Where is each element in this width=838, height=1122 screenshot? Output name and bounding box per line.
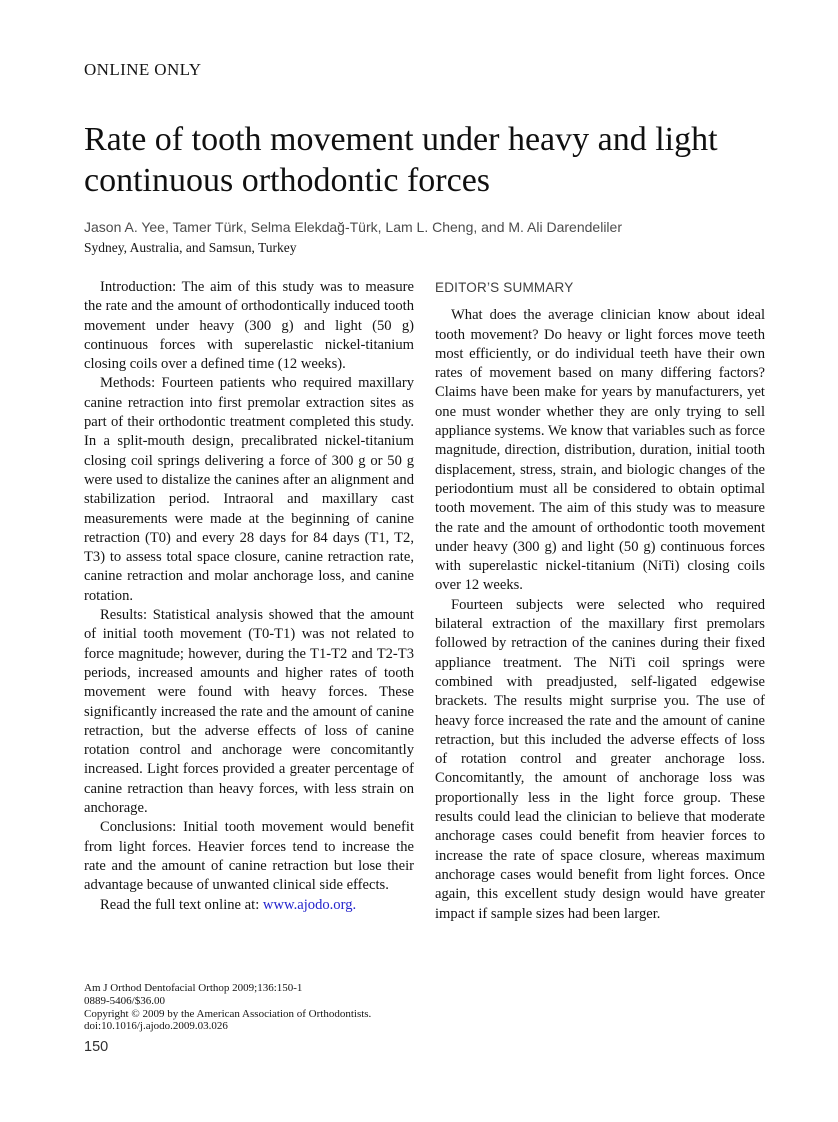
two-column-body — [84, 278, 765, 924]
issn-price-line: 0889-5406/$36.00 — [84, 994, 165, 1007]
abstract-paragraph-conclusions: Conclusions: Initial tooth movement would benefit from light forces. Heavier forces tend to increase the rate and the amount of canine retraction but lose their advantage because of unwanted clinical side effects. — [84, 819, 414, 894]
ajodo-link[interactable]: www.ajodo.org. — [262, 896, 357, 913]
read-online-prefix: Read the full text online at: — [100, 896, 263, 913]
editor-summary-heading: EDITOR’S SUMMARY — [435, 280, 574, 295]
abstract-paragraph-introduction: Introduction: The aim of this study was to measure the rate and the amount of orthodontically induced tooth movement under heavy (300 g) and light (50 g) continuous forces with superelastic nickel-titanium closing coils over a defined time (12 weeks). — [84, 279, 414, 373]
read-online-line — [84, 896, 414, 915]
page-number: 150 — [84, 1039, 109, 1055]
journal-citation-line: Am J Orthod Dentofacial Orthop 2009;136:150-1 — [84, 982, 303, 994]
journal-citation-block — [84, 982, 371, 1033]
copyright-line: Copyright © 2009 by the American Association of Orthodontists. — [84, 1007, 372, 1020]
article-title — [84, 119, 765, 201]
abstract-column — [84, 278, 414, 924]
abstract-paragraph-results: Results: Statistical analysis showed that the amount of initial tooth movement (T0-T1) was not related to force magnitude; however, during the T1-T2 and T2-T3 periods, increased amounts and higher rates of tooth movement were found with heavy forces. These significantly increased the rate and the amount of canine retraction, but the adverse effects of loss of canine rotation control and anchorage were concomitantly increased. Light forces provided a greater percentage of canine retraction than heavy forces, with less strain on anchorage. — [84, 607, 414, 817]
authors-line: Jason A. Yee, Tamer Türk, Selma Elekdağ-Türk, Lam L. Cheng, and M. Ali Darendeliler — [84, 219, 622, 235]
article-title-line-1: Rate of tooth movement under heavy and light — [84, 121, 718, 158]
abstract-paragraph-methods: Methods: Fourteen patients who required maxillary canine retraction into first premolar extraction sites as part of their orthodontic treatment completed this study. In a split-mouth design, precalibrated nickel-titanium closing coil springs delivering a force of 300 g or 50 g were used to distalize the canines after an alignment and stabilization period. Intraoral and maxillary cast measurements were made at the beginning of canine retraction (T0) and every 28 days for 84 days (T1, T2, T3) to assess total space closure, canine retraction rate, canine retraction and molar anchorage loss, and canine rotation. — [84, 375, 414, 604]
affiliation-line: Sydney, Australia, and Samsun, Turkey — [84, 240, 297, 255]
online-only-label: ONLINE ONLY — [84, 60, 202, 79]
article-title-line-2: continuous orthodontic forces — [84, 162, 491, 199]
editor-summary-paragraph-2: Fourteen subjects were selected who required bilateral extraction of the maxillary first premolars followed by retraction of the canines during their fixed appliance treatment. The NiTi coil springs were combined with preadjusted, self-ligated edgewise brackets. The results might surprise you. The use of heavy force increased the rate and the amount of canine retraction, but this included the adverse effects of loss of rotation control and greater anchorage loss. Concomitantly, the amount of anchorage loss was proportionally less in the light force group. These results could lead the clinician to believe that moderate anchorage cases could benefit from heavier forces to increase the rate of space closure, whereas maximum anchorage cases would benefit from light forces. Once again, this excellent study design would have greater impact if sample sizes had been larger. — [435, 596, 765, 922]
doi-line: doi:10.1016/j.ajodo.2009.03.026 — [84, 1020, 228, 1033]
editor-summary-paragraph-1: What does the average clinician know about ideal tooth movement? Do heavy or light forces move teeth most efficiently, or do individual teeth have their own rates of movement based on many differing factors? Claims have been make for years by manufacturers, yet one must wonder whether they are only trying to sell appliance systems. We know that variables such as force magnitude, direction, distribution, duration, initial tooth displacement, stress, strain, and biologic changes of the periodontium must all be considered to obtain optimal tooth movement. The aim of this study was to measure the rate and the amount of orthodontic tooth movement under heavy (300 g) and light (50 g) continuous forces with superelastic nickel-titanium (NiTi) closing coils over 12 weeks. — [435, 307, 765, 594]
editor-summary-column — [435, 278, 765, 924]
